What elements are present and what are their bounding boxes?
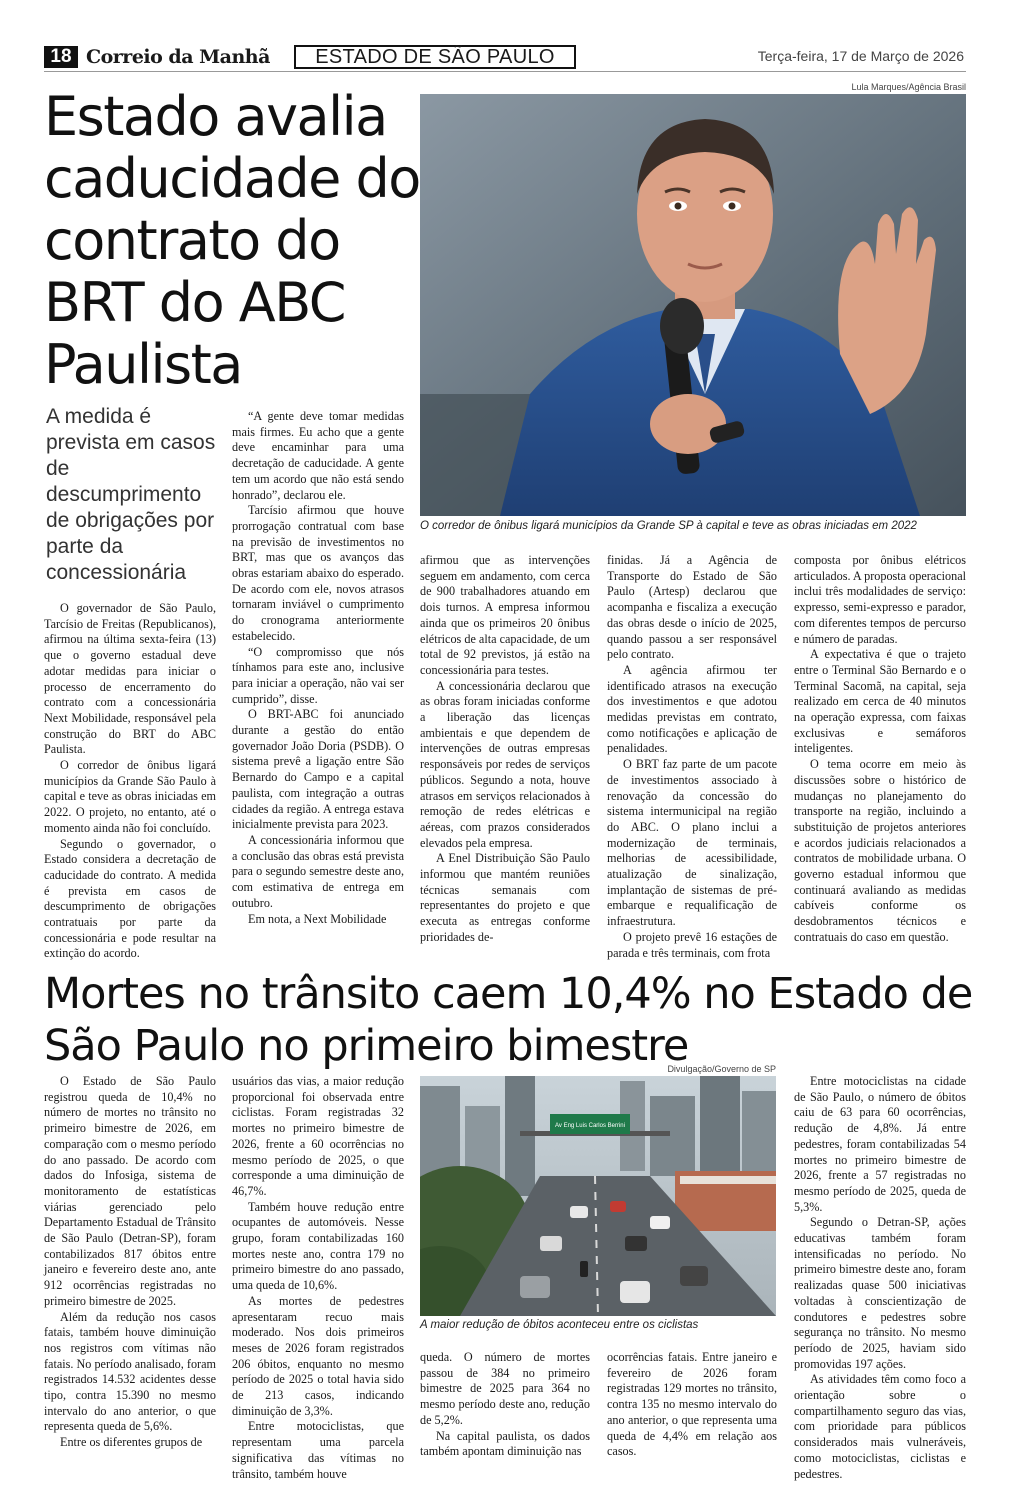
paragraph: usuários das vias, a maior redução proporcional foi observada entre ciclistas. Foram registradas 32 mortes no primeiro bimestre de 2026, frente a 60 ocorrências no mesmo período de 2025, o que corresponde a uma diminuição de 46,7%.: [232, 1074, 404, 1198]
section-label: ESTADO DE SÃO PAULO: [294, 45, 576, 69]
paragraph: ocorrências fatais. Entre janeiro e fevereiro de 2026 foram registradas 129 mortes no trânsito, contra 135 no mesmo intervalo do ano anterior, o que representa uma queda de 4,4% em relação aos casos.: [607, 1350, 777, 1459]
article1-headline: Estado avalia caducidade do contrato do BRT do ABC Paulista: [44, 85, 420, 396]
article1-column-1: [44, 601, 216, 962]
paragraph: composta por ônibus elétricos articulados. A proposta operacional inclui três modalidades de serviço: expresso, semi-expresso e parador, com diferentes tempos de percurso e número de paradas.: [794, 553, 966, 646]
header-divider: [44, 71, 966, 72]
page-number: 18: [44, 46, 78, 68]
newspaper-name: Correio da Manhã: [86, 46, 270, 68]
paragraph: afirmou que as intervenções seguem em andamento, com cerca de 900 trabalhadores atuando em dois turnos. A empresa informou ainda que os primeiros 20 ônibus elétricos de alta capacidade, de um total de 92 previstos, já estão na concessionária para testes.: [420, 553, 590, 677]
paragraph: finidas. Já a Agência de Transporte do Estado de São Paulo (Artesp) declarou que acompanha e fiscaliza a execução das obras desde o início de 2025, quando passou a ser responsável pelo contrato.: [607, 553, 777, 662]
article1-deck: A medida é prevista em casos de descumprimento de obrigações por parte da concessionária: [46, 405, 216, 584]
article2-column-4: [607, 1350, 777, 1460]
paragraph: O Estado de São Paulo registrou queda de 10,4% no número de mortes no trânsito no primeiro bimestre de 2026, em comparação com o mesmo período do ano passado. De acordo com dados do Infosiga, sistema de monitoramento de estatísticas viárias gerenciado pelo Departamento Estadual de Trânsito de São Paulo (Detran-SP), foram contabilizados 817 óbitos entre janeiro e fevereiro deste ano, ante 912 ocorrências registradas no primeiro bimestre de 2025.: [44, 1074, 216, 1308]
paragraph: A Enel Distribuição São Paulo informou que mantém reuniões técnicas semanais com representantes do projeto e que executa as entregas conforme prioridades de-: [420, 851, 590, 944]
article2-headline: Mortes no trânsito caem 10,4% no Estado de São Paulo no primeiro bimestre: [44, 969, 973, 1071]
article1-photo-credit: Lula Marques/Agência Brasil: [851, 82, 966, 92]
paragraph: queda. O número de mortes passou de 384 no primeiro bimestre de 2025 para 364 no mesmo período deste ano, redução de 5,2%.: [420, 1350, 590, 1427]
paragraph: A expectativa é que o trajeto entre o Terminal São Bernardo e o Terminal Sacomã, na capital, seja realizado em cerca de 40 minutos na operação expressa, com faixas exclusivas e semáforos inteligentes.: [794, 647, 966, 756]
paragraph: A agência afirmou ter identificado atrasos na execução dos investimentos e que adotou medidas previstas em contrato, como notificações e aplicação de penalidades.: [607, 662, 777, 756]
paragraph: As atividades têm como foco a orientação sobre o compartilhamento seguro das vias, com prioridade para públicos considerados mais vulneráveis, como motociclistas, ciclistas e pedestres.: [794, 1372, 966, 1481]
article1-column-5: [794, 553, 966, 946]
paragraph: Na capital paulista, os dados também apontam diminuição nas: [420, 1428, 590, 1459]
paragraph: As mortes de pedestres apresentaram recuo mais moderado. Nos dois primeiros meses de 2026 foram registrados 206 óbitos, enquanto no mesmo período de 2025 o total havia sido de 213 casos, indicando diminuição de 3,3%.: [232, 1293, 404, 1418]
paragraph: O projeto prevê 16 estações de parada e três terminais, com frota: [607, 929, 777, 960]
paragraph: Também houve redução entre ocupantes de automóveis. Nesse grupo, foram contabilizadas 160 mortes neste ano, contra 179 no primeiro bimestre do ano passado, uma queda de 10,6%.: [232, 1199, 404, 1293]
article1-column-3: [420, 553, 590, 946]
article2-column-3: [420, 1350, 590, 1460]
paragraph: O BRT faz parte de um pacote de investimentos associado à renovação da concessão do sistema intermunicipal na região do ABC. O plano inclui a modernização de terminais, melhorias de acessibilidade, atualização de sinalização, implantação de sistemas de pré-embarque e requalificação de infraestrutura.: [607, 757, 777, 929]
road-sign-text: Av Eng Luis Carlos Berrini: [555, 1123, 625, 1129]
paragraph: O corredor de ônibus ligará municípios da Grande São Paulo à capital e teve as obras iniciadas em 2022. O projeto, no entanto, até o momento ainda não foi concluído.: [44, 758, 216, 835]
paragraph: O tema ocorre em meio às discussões sobre o histórico de mudanças no planejamento do transporte na região, incluindo a substituição de projetos anteriores e acordos judiciais relacionados a contratos de mobilidade urbana. O governo estadual informou que continuará avaliando as medidas cabíveis conforme os desdobramentos técnicos e contratuais do caso em questão.: [794, 757, 966, 944]
paragraph: A concessionária informou que a conclusão das obras está prevista para o segundo semestre deste ano, com estimativa de entrega em outubro.: [232, 832, 404, 910]
article2-column-2: [232, 1074, 404, 1482]
article1-column-4: [607, 553, 777, 961]
article1-column-2: [232, 409, 404, 927]
issue-date: Terça-feira, 17 de Março de 2026: [757, 48, 964, 64]
article1-photo-caption: O corredor de ônibus ligará municípios da Grande SP à capital e teve as obras iniciadas em 2022: [420, 520, 917, 532]
governor-illustration: [420, 94, 966, 516]
paragraph: Além da redução nos casos fatais, também houve diminuição nos registros com vítimas não fatais. No período analisado, foram registrados 14.532 acidentes desse tipo, contra 15.390 no mesmo intervalo do ano anterior, o que representa queda de 5,6%.: [44, 1309, 216, 1434]
article2-column-5: [794, 1074, 966, 1482]
traffic-photo: [420, 1076, 776, 1316]
paragraph: Tarcísio afirmou que houve prorrogação contratual com base na previsão de investimentos no BRT, mas que os avanços das obras estariam abaixo do esperado. De acordo com ele, novos atrasos tornaram inviável o cumprimento do cronograma anteriormente estabelecido.: [232, 503, 404, 643]
governor-photo: [420, 94, 966, 516]
article2-photo-credit: Divulgação/Governo de SP: [667, 1064, 776, 1074]
paragraph: Entre os diferentes grupos de: [60, 1435, 203, 1450]
paragraph: “O compromisso que nós tínhamos para este ano, inclusive para iniciar a operação, não vai ser cumprido”, disse.: [232, 644, 404, 706]
paragraph: “A gente deve tomar medidas mais firmes. Eu acho que a gente deve encaminhar para uma decretação de caducidade. A gente tem um acordo que não está sendo honrado”, declarou ele.: [232, 409, 404, 502]
paragraph: O BRT-ABC foi anunciado durante a gestão do então governador João Doria (PSDB). O sistema prevê a ligação entre São Bernardo do Campo e a capital paulista, com integração a outras cidades da região. A entrega estava inicialmente prevista para 2023.: [232, 707, 404, 832]
avenue-traffic-illustration: [420, 1076, 776, 1316]
paragraph: Entre motociclistas na cidade de São Paulo, o número de óbitos caiu de 63 para 60 ocorrências, redução de 4,8%. Já entre pedestres, foram contabilizadas 54 mortes no primeiro bimestre de 2026, frente a 57 registradas no mesmo período de 2025, queda de 5,3%.: [794, 1074, 966, 1214]
paragraph: Em nota, a Next Mobilidade: [248, 911, 387, 926]
paragraph: O governador de São Paulo, Tarcísio de Freitas (Republicanos), afirmou na última sexta-feira (13) que o governo estadual deve adotar medidas para iniciar o processo de encerramento do contrato com a concessionária Next Mobilidade, responsável pela construção do BRT do ABC Paulista.: [44, 601, 216, 757]
paragraph: Segundo o Detran-SP, ações educativas também foram intensificadas no período. No primeiro bimestre deste ano, foram realizadas quase 500 iniciativas voltadas à conscientização de condutores e pedestres sobre segurança no trânsito. No mesmo período de 2025, haviam sido promovidas 197 ações.: [794, 1215, 966, 1371]
paragraph: A concessionária declarou que as obras foram iniciadas conforme a liberação das licenças ambientais e que dependem de intervenções de outras empresas responsáveis por redes de serviços públicos. Segundo a nota, houve atrasos em serviços relacionados à remoção de redes elétricas e aéreas, com prazos considerados elevados pela empresa.: [420, 678, 590, 850]
paragraph: Segundo o governador, o Estado considera a decretação de caducidade do contrato. A medida é prevista em casos de descumprimento de obrigações contratuais por parte da concessionária e pode resultar na extinção do acordo.: [44, 836, 216, 961]
article2-column-1: [44, 1074, 216, 1451]
article2-photo-caption: A maior redução de óbitos aconteceu entre os ciclistas: [420, 1319, 699, 1331]
paragraph: Entre motociclistas, que representam uma parcela significativa das vítimas no trânsito, também houve: [232, 1419, 404, 1481]
